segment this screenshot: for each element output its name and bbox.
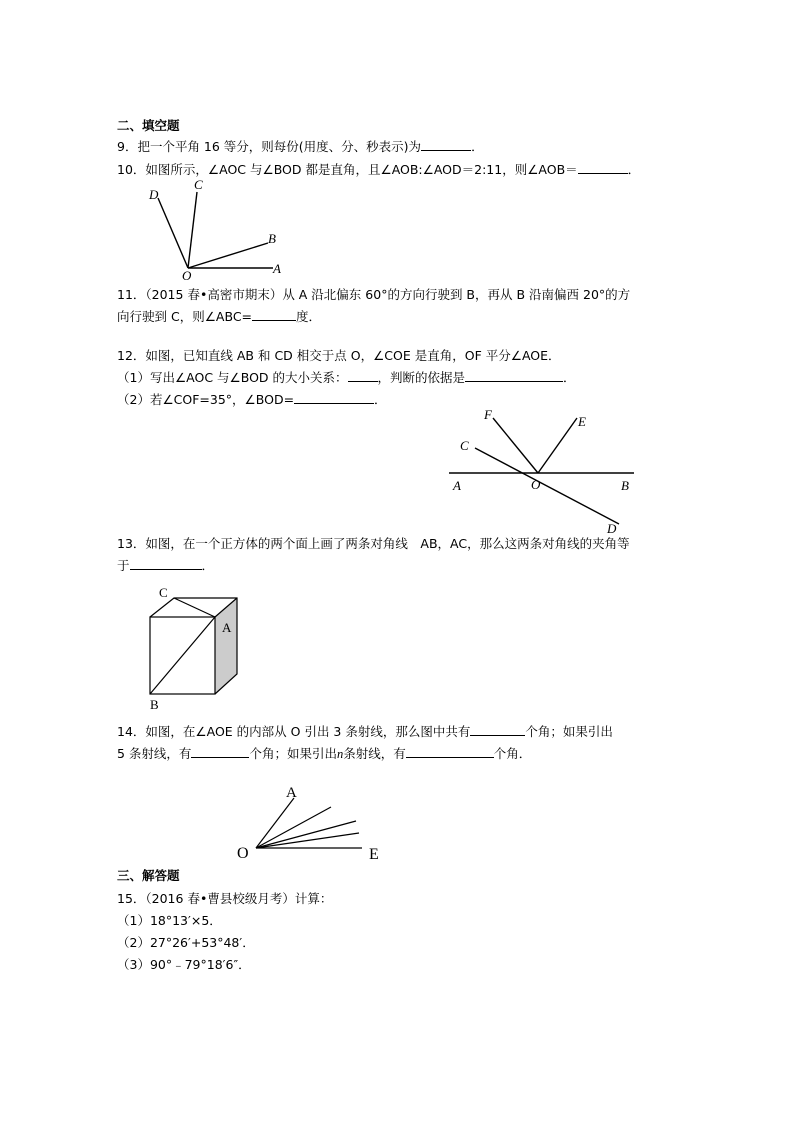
question-11-line2 (117, 308, 321, 326)
q10-end: ． (627, 162, 641, 177)
q12-p1-blank1 (348, 369, 378, 382)
q13-end: ． (201, 558, 215, 573)
section-title-fill-in: 二、填空题 (117, 118, 180, 133)
q11-text: 向行驶到 C，则∠ABC= (117, 309, 253, 324)
question-12-part2 (117, 391, 387, 409)
label-f: F (484, 407, 492, 422)
label-d: D (607, 521, 617, 534)
q10-text: 10．如图所示，∠AOC 与∠BOD 都是直角，且∠AOB:∠AOD＝2:11，则∠AOB＝ (117, 162, 578, 177)
q14-text-6: 个角． (493, 746, 532, 761)
ray-oe (538, 418, 577, 473)
q13-answer-blank (130, 557, 202, 570)
q14-text-4: 个角；如果引出 (249, 746, 337, 761)
q10-angle-figure (140, 176, 300, 284)
label-c: C (194, 177, 203, 192)
label-e: E (369, 846, 379, 863)
label-c: C (159, 585, 168, 600)
ray-oc (188, 192, 197, 268)
q9-answer-blank (421, 138, 471, 151)
label-o: O (531, 477, 541, 492)
label-o: O (237, 845, 249, 862)
label-b: B (150, 697, 159, 712)
question-12-part1 (117, 369, 576, 387)
q14-blank-1 (470, 723, 525, 736)
q12-p2-text: （2）若∠COF=35°，∠BOD= (117, 392, 295, 407)
ray-1 (256, 807, 331, 848)
q12-lines-figure (445, 402, 645, 534)
question-14-line2 (117, 745, 531, 763)
ray-2 (256, 821, 356, 848)
diagonal-ca (174, 598, 215, 617)
label-e: E (578, 414, 586, 429)
q11-answer-blank (252, 308, 296, 321)
q13-text: 于 (117, 558, 130, 573)
question-12-line1: 12．如图，已知直线 AB 和 CD 相交于点 O，∠COE 是直角，OF 平分∠AOE． (117, 348, 561, 363)
diagonal-ba (150, 617, 215, 694)
ray-of (493, 418, 538, 473)
q14-text-1: 14．如图，在∠AOE 的内部从 O 引出 3 条射线，那么图中共有 (117, 724, 471, 739)
q14-text-2: 个角；如果引出 (525, 724, 613, 739)
q12-p1-mid: ，判断的依据是 (377, 370, 466, 385)
q14-blank-2 (191, 745, 249, 758)
question-9 (117, 138, 484, 156)
q10-answer-blank (578, 161, 628, 174)
q11-end: 度． (296, 309, 322, 324)
label-a: A (453, 478, 461, 493)
label-a: A (286, 785, 297, 801)
q12-p1-end: ． (563, 370, 576, 385)
question-13-line1: 13．如图，在一个正方体的两个面上画了两条对角线 AB，AC，那么这两条对角线的夹角等 (117, 536, 630, 551)
ray-oa (256, 798, 294, 848)
ray-3 (256, 833, 359, 848)
ray-ob (188, 243, 268, 268)
q9-text: 9．把一个平角 16 等分，则每份(用度、分、秒表示)为 (117, 139, 422, 154)
q15-item-2: （2）27°26′+53°48′． (117, 935, 255, 950)
q14-text-5: 条射线，有 (343, 746, 406, 761)
q13-cube-figure (140, 582, 250, 714)
question-15: 15．（2016 春•曹县校级月考）计算： (117, 891, 333, 906)
q14-n: n (336, 747, 344, 761)
section-title-solve: 三、解答题 (117, 868, 180, 883)
label-b: B (621, 478, 629, 493)
q15-item-1: （1）18°13′×5． (117, 913, 222, 928)
label-b: B (268, 231, 276, 246)
label-c: C (460, 438, 469, 453)
label-a: A (222, 620, 232, 635)
q14-blank-3 (406, 745, 494, 758)
label-a: A (273, 261, 281, 276)
q9-end: ． (471, 139, 484, 154)
label-d: D (149, 187, 159, 202)
ray-od (158, 198, 188, 268)
question-14-line1 (117, 723, 613, 741)
q14-rays-figure (234, 780, 394, 864)
cube-side-shade (215, 598, 237, 694)
q15-item-3: （3）90°﹣79°18′6″． (117, 957, 251, 972)
q12-p1-text: （1）写出∠AOC 与∠BOD 的大小关系： (117, 370, 348, 385)
q12-p2-end: ． (374, 392, 387, 407)
question-13-line2 (117, 557, 214, 575)
question-11-line1: 11．（2015 春•高密市期末）从 A 沿北偏东 60°的方向行驶到 B，再从 B 沿南偏西 20°的方 (117, 287, 631, 302)
q12-p1-blank2 (465, 369, 563, 382)
label-o: O (182, 268, 192, 283)
q14-text-3: 5 条射线，有 (117, 746, 192, 761)
q12-p2-blank (294, 391, 374, 404)
